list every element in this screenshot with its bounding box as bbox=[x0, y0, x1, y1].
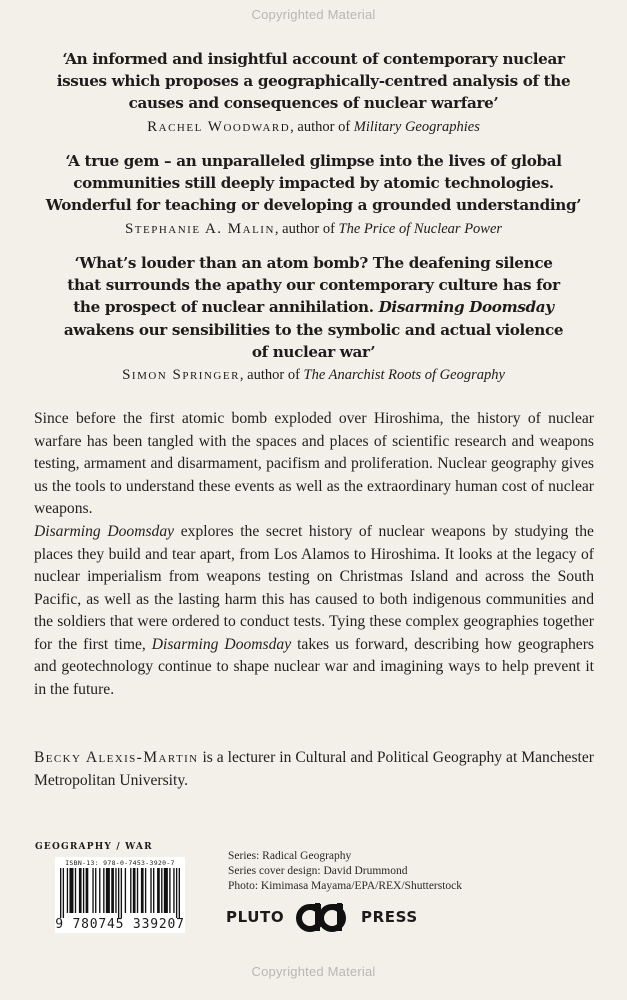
blurb-paragraph-2: Disarming Doomsday explores the secret history of nuclear weapons by studying the places they build and tear apart, from Los Alamos to Hiroshima. It looks at the legacy of nuclear imperialism from weapons testing on Christmas Island and across the South Pacific, as well as the lasting harm this has caused to both indigenous communities and the soldiers that were ordered to conduct tests. Tying these complex geographies together for the first time, Disarming Doomsday takes us forward, describing how geographers and geotechnology continue to shape nuclear war and imagining ways to help prevent it in the future. bbox=[34, 523, 594, 698]
publisher-name-right: PRESS bbox=[361, 908, 418, 926]
barcode-bar bbox=[141, 868, 144, 913]
barcode-bar bbox=[157, 868, 160, 913]
barcode-bar bbox=[145, 868, 146, 913]
publisher-logo bbox=[226, 901, 426, 933]
barcode-bar bbox=[86, 868, 89, 913]
barcode-bar bbox=[130, 868, 131, 913]
isbn-number: 9 780745 339207 bbox=[55, 917, 185, 932]
isbn-label: ISBN-13: 978-0-7453-3920-7 bbox=[65, 859, 175, 867]
barcode-bar bbox=[176, 868, 177, 918]
barcode-bar bbox=[69, 868, 73, 913]
endorser-book-title: The Price of Nuclear Power bbox=[338, 220, 503, 237]
barcode-bar bbox=[121, 868, 122, 918]
barcode-bar bbox=[99, 868, 100, 913]
barcode-bar bbox=[92, 868, 93, 913]
barcode-bar bbox=[95, 868, 96, 913]
watermark-top: Copyrighted Material bbox=[251, 7, 376, 22]
barcode-bar bbox=[79, 868, 82, 913]
endorser-book-title: Military Geographies bbox=[353, 118, 480, 135]
design-credit: Series cover design: David Drummond bbox=[228, 865, 408, 877]
barcode-bar bbox=[67, 868, 68, 913]
barcode-bar bbox=[63, 868, 64, 918]
barcode-bar bbox=[103, 868, 104, 913]
barcode-bar bbox=[115, 868, 116, 913]
quote-attribution: Simon Springer, author of The Anarchist Roots of Geography bbox=[122, 367, 505, 384]
quote-simon-springer bbox=[40, 252, 587, 386]
subject-category: GEOGRAPHY / WAR bbox=[35, 842, 153, 852]
barcode-bar bbox=[153, 868, 154, 913]
quote-attribution: Stephanie A. Malin, author of The Price of Nuclear Power bbox=[124, 220, 503, 237]
barcode-bar bbox=[133, 868, 136, 913]
blurb-paragraph-1: Since before the first atomic bomb exploded over Hiroshima, the history of nuclear warfare has been tangled with the spaces and places of scientific research and weapons testing, armament and disarmament, pacifism and proliferation. Nuclear geography gives us the tools to understand these events as well as the extraordinary human cost of nuclear weapons. bbox=[34, 410, 594, 517]
endorser-name: Stephanie A. Malin bbox=[124, 220, 275, 237]
barcode-bar bbox=[173, 868, 174, 913]
endorser-name: Simon Springer bbox=[122, 367, 240, 384]
barcode-bar bbox=[75, 868, 76, 913]
barcode-bar bbox=[169, 868, 170, 913]
barcode-bar bbox=[111, 868, 114, 913]
quote-rachel-woodward bbox=[40, 48, 587, 138]
barcode-bars bbox=[60, 868, 180, 918]
barcode-bar bbox=[60, 868, 61, 918]
author-name: Becky Alexis-Martin bbox=[34, 749, 199, 766]
quote-text: ‘What’s louder than an atom bomb? The deafening silence that surrounds the apathy our contemporary culture has for the prospect of nuclear annihilation. Disarming Doomsday awakens our sensibilities to the symbolic and actual violence of nuclear war’ bbox=[63, 254, 564, 361]
endorser-book-title: The Anarchist Roots of Geography bbox=[303, 367, 505, 384]
author-bio: Becky Alexis-Martin is a lecturer in Cultural and Political Geography at Manchester Metropolitan University. bbox=[34, 749, 594, 789]
book-title: Disarming Doomsday bbox=[151, 635, 292, 653]
publisher-name-left: PLUTO bbox=[226, 908, 285, 926]
watermark-bottom: Copyrighted Material bbox=[251, 964, 376, 979]
barcode-bar bbox=[106, 868, 110, 913]
isbn-barcode bbox=[55, 857, 185, 933]
book-title: Disarming Doomsday bbox=[34, 523, 175, 540]
barcode-bar bbox=[161, 868, 162, 913]
pluto-logo-icon bbox=[292, 901, 352, 933]
series-credit: Series: Radical Geography bbox=[228, 850, 352, 862]
barcode-bar bbox=[164, 868, 168, 913]
quote-text: ‘A true gem – an unparalleled glimpse into the lives of global communities still deeply impacted by atomic technologies. Wonderful for teaching or developing a grounded understanding’ bbox=[45, 152, 582, 215]
quote-text: ‘An informed and insightful account of contemporary nuclear issues which proposes a geographically-centred analysis of the causes and consequences of nuclear warfare’ bbox=[56, 50, 571, 113]
barcode-bar bbox=[137, 868, 138, 913]
cover-credits bbox=[228, 849, 462, 894]
barcode-bar bbox=[150, 868, 151, 913]
quote-stephanie-malin bbox=[40, 150, 587, 240]
photo-credit: Photo: Kimimasa Mayama/EPA/REX/Shutterstock bbox=[228, 880, 463, 892]
endorser-name: Rachel Woodward bbox=[147, 118, 291, 135]
barcode-bar bbox=[118, 868, 119, 918]
barcode-bar bbox=[125, 868, 126, 913]
quote-attribution: Rachel Woodward, author of Military Geographies bbox=[147, 118, 480, 135]
barcode-bar bbox=[179, 868, 180, 918]
barcode-bar bbox=[83, 868, 84, 913]
